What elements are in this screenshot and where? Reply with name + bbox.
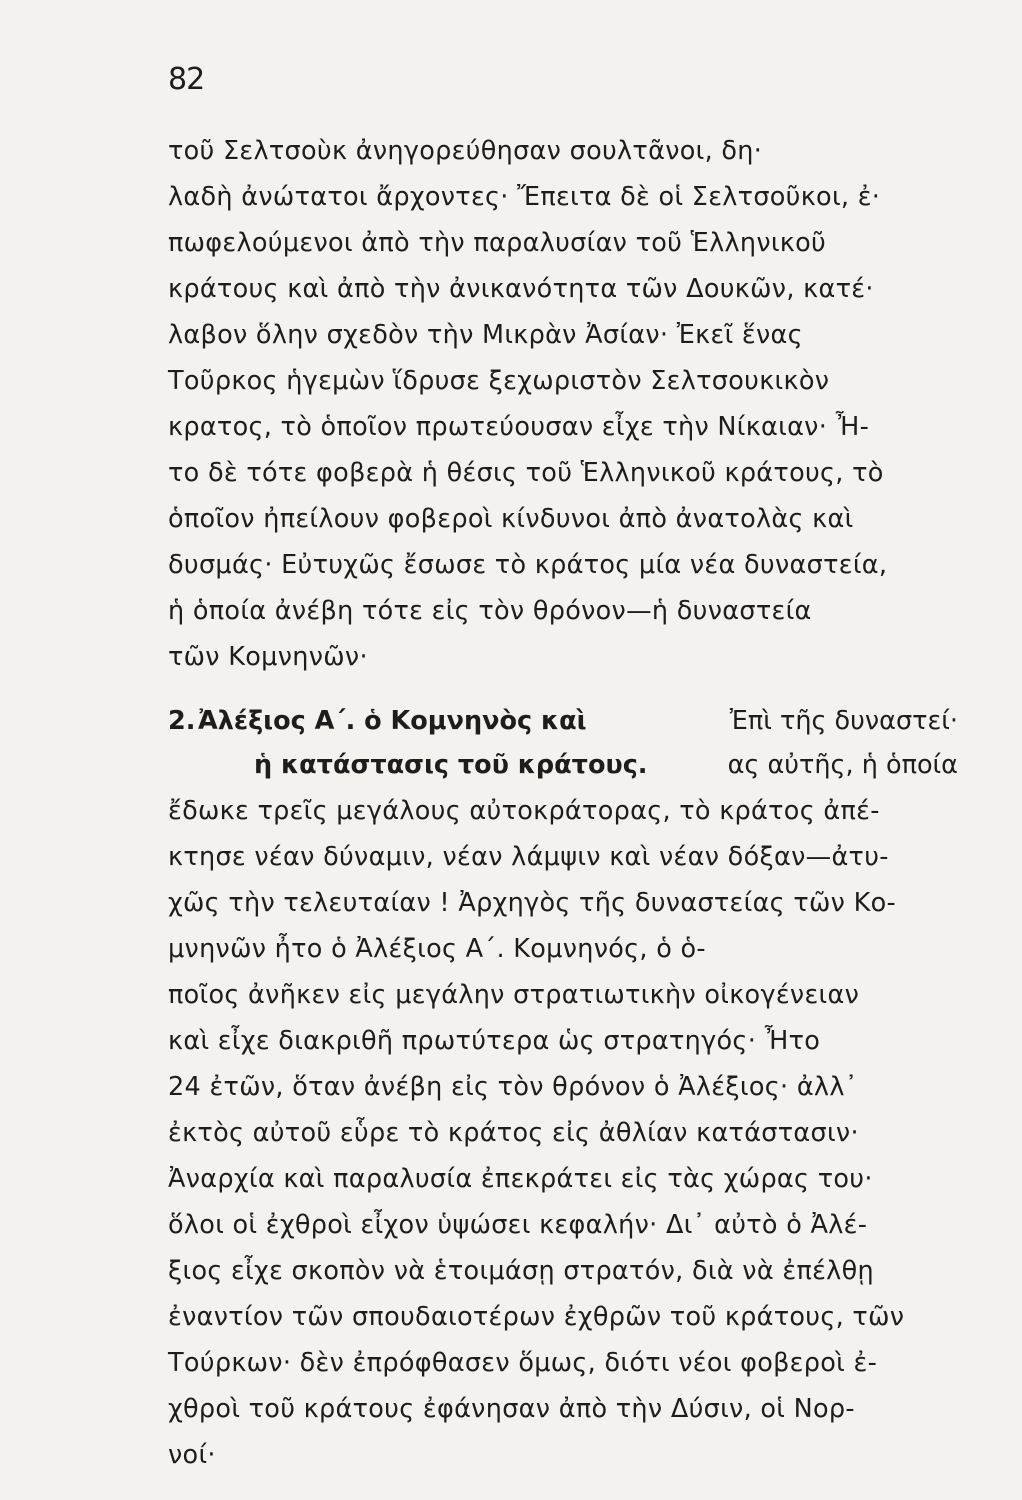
- section-2-title-line1: Ἀλέξιος Α΄. ὁ Κομνηνὸς καὶ: [198, 706, 587, 736]
- text-line: νοί·: [168, 1440, 216, 1470]
- text-line: κρατος, τὸ ὁποῖον πρωτεύουσαν εἶχε τὴν Νίκαιαν· Ἦ-: [168, 412, 870, 442]
- text-line: ἐναντίον τῶν σπουδαιοτέρων ἐχθρῶν τοῦ κράτους, τῶν: [168, 1302, 905, 1332]
- text-line: ὁποῖον ἠπείλουν φοβεροὶ κίνδυνοι ἀπὸ ἀνατολὰς καὶ: [168, 504, 854, 534]
- section-2-number: 2.: [168, 706, 196, 736]
- text-line: κτησε νέαν δύναμιν, νέαν λάμψιν καὶ νέαν δόξαν—ἀτυ-: [168, 842, 889, 872]
- text-line: ἡ ὁποία ἀνέβη τότε εἰς τὸν θρόνον—ἡ δυναστεία: [168, 596, 812, 626]
- text-line: ἐκτὸς αὐτοῦ εὗρε τὸ κράτος εἰς ἀθλίαν κατάστασιν·: [168, 1118, 859, 1148]
- text-line: ποῖος ἀνῆκεν εἰς μεγάλην στρατιωτικὴν οἰκογένειαν: [168, 980, 860, 1010]
- text-line: λαδὴ ἀνώτατοι ἄρχοντες· Ἔπειτα δὲ οἱ Σελτσοῦκοι, ἐ·: [168, 182, 881, 212]
- text-line: κράτους καὶ ἀπὸ τὴν ἀνικανότητα τῶν Δουκῶν, κατέ·: [168, 274, 874, 304]
- text-line: 24 ἐτῶν, ὅταν ἀνέβη εἰς τὸν θρόνον ὁ Ἀλέξιος· ἀλλ᾽: [168, 1072, 858, 1102]
- text-line: τῶν Κομνηνῶν·: [168, 642, 368, 672]
- text-line: πωφελούμενοι ἀπὸ τὴν παραλυσίαν τοῦ Ἑλληνικοῦ: [168, 228, 827, 258]
- text-line: Τοῦρκος ἡγεμὼν ἵδρυσε ξεχωριστὸν Σελτσουκικὸν: [168, 366, 830, 396]
- page-number: 82: [168, 62, 205, 97]
- text-line: ἔδωκε τρεῖς μεγάλους αὐτοκράτορας, τὸ κράτος ἀπέ-: [168, 796, 880, 826]
- text-line: καὶ εἶχε διακριθῆ πρωτύτερα ὡς στρατηγός· Ἦτο: [168, 1026, 821, 1056]
- text-line: ξιος εἶχε σκοπὸν νὰ ἑτοιμάσῃ στρατόν, διὰ νὰ ἐπέλθῃ: [168, 1256, 874, 1286]
- text-line: Ἀναρχία καὶ παραλυσία ἐπεκράτει εἰς τὰς χώρας του·: [168, 1164, 873, 1194]
- text-line: δυσμάς· Εὐτυχῶς ἔσωσε τὸ κράτος μία νέα δυναστεία,: [168, 550, 888, 580]
- text-line: χῶς τὴν τελευταίαν ! Ἀρχηγὸς τῆς δυναστείας τῶν Κο-: [168, 888, 897, 918]
- text-line: Τούρκων· δὲν ἐπρόφθασεν ὅμως, διότι νέοι φοβεροὶ ἐ-: [168, 1348, 878, 1378]
- section-2-right-line2: ας αὐτῆς, ἡ ὁποία: [727, 750, 958, 780]
- section-2-right-line1: Ἐπὶ τῆς δυναστεί·: [729, 706, 958, 736]
- text-line: χθροὶ τοῦ κράτους ἐφάνησαν ἀπὸ τὴν Δύσιν, οἱ Νορ-: [168, 1394, 855, 1424]
- text-line: τοῦ Σελτσοὺκ ἀνηγορεύθησαν σουλτᾶνοι, δη·: [168, 136, 763, 166]
- text-line: το δὲ τότε φοβερὰ ἡ θέσις τοῦ Ἑλληνικοῦ κράτους, τὸ: [168, 458, 884, 488]
- text-line: ὅλοι οἱ ἐχθροὶ εἶχον ὑψώσει κεφαλήν· Δι᾽ αὐτὸ ὁ Ἀλέ-: [168, 1210, 868, 1240]
- section-2-title-line2: ἡ κατάστασις τοῦ κράτους.: [254, 750, 648, 780]
- text-line: λαβον ὅλην σχεδὸν τὴν Μικρὰν Ἀσίαν· Ἐκεῖ ἕνας: [168, 320, 803, 350]
- text-line: μνηνῶν ἦτο ὁ Ἀλέξιος Α΄. Κομνηνός, ὁ ὁ-: [168, 934, 706, 964]
